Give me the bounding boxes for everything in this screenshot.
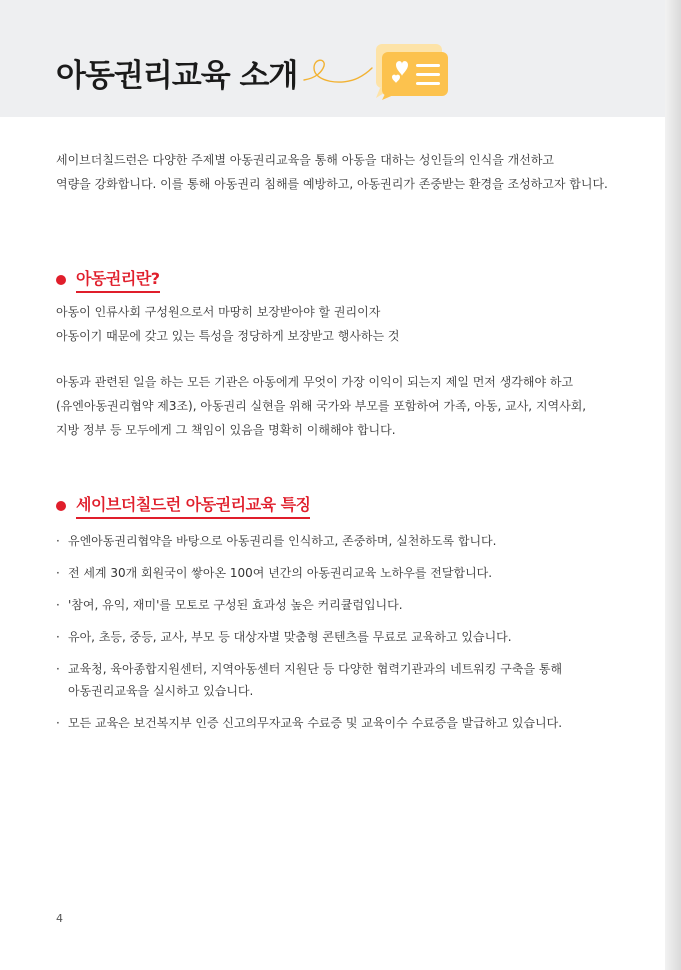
list-item [56,530,656,552]
bullet-mark: · [56,662,60,676]
list-item [56,626,656,648]
list-item-text: 유아, 초등, 중등, 교사, 부모 등 대상자별 맞춤형 콘텐츠를 무료로 교육하고 있습니다. [68,630,512,644]
bullet-mark: · [56,534,60,548]
definition-paragraph [56,300,636,348]
intro-line: 역량을 강화합니다. 이를 통해 아동권리 침해를 예방하고, 아동권리가 존중받는 환경을 조성하고자 합니다. [56,177,608,191]
list-item [56,658,656,702]
responsibility-paragraph [56,370,646,442]
section-title: 아동권리란? [76,266,160,293]
intro-line: 세이브더칠드런은 다양한 주제별 아동권리교육을 통해 아동을 대하는 성인들의 인식을 개선하고 [56,153,555,167]
red-bullet-dot-icon [56,275,66,285]
list-item [56,594,656,616]
page-edge-shadow [665,0,681,970]
page-number: 4 [56,912,63,925]
page-title: 아동권리교육 소개 [56,58,298,94]
definition-line: 아동이기 때문에 갖고 있는 특성을 정당하게 보장받고 행사하는 것 [56,329,400,343]
squiggle-line-icon [302,52,374,92]
feature-list [56,530,656,744]
list-item-text: '참여, 유익, 재미'를 모토로 구성된 효과성 높은 커리큘럼입니다. [68,598,403,612]
list-item-text: 유엔아동권리협약을 바탕으로 아동권리를 인식하고, 존중하며, 실천하도록 합니다. [68,534,497,548]
list-item-text: 모든 교육은 보건복지부 인증 신고의무자교육 수료증 및 교육이수 수료증을 발급하고 있습니다. [68,716,563,730]
list-item-text: 아동권리교육을 실시하고 있습니다. [68,684,254,698]
intro-paragraph [56,148,636,196]
red-bullet-dot-icon [56,501,66,511]
list-item-text: 교육청, 육아종합지원센터, 지역아동센터 지원단 등 다양한 협력기관과의 네트워킹 구축을 통해 [68,662,563,676]
responsibility-line: 아동과 관련된 일을 하는 모든 기관은 아동에게 무엇이 가장 이익이 되는지 제일 먼저 생각해야 하고 [56,375,574,389]
definition-line: 아동이 인류사회 구성원으로서 마땅히 보장받아야 할 권리이자 [56,305,381,319]
bullet-mark: · [56,566,60,580]
responsibility-line: (유엔아동권리협약 제3조), 아동권리 실현을 위해 국가와 부모를 포함하여 가족, 아동, 교사, 지역사회, [56,399,587,413]
heart-chat-bubble-icon [372,40,452,100]
list-item [56,712,656,734]
bullet-mark: · [56,598,60,612]
responsibility-line: 지방 정부 등 모두에게 그 책임이 있음을 명확히 이해해야 합니다. [56,423,396,437]
list-item [56,562,656,584]
section-title: 세이브더칠드런 아동권리교육 특징 [76,492,310,519]
bullet-mark: · [56,716,60,730]
section-heading-features [56,492,310,519]
bullet-mark: · [56,630,60,644]
list-item-text: 전 세계 30개 회원국이 쌓아온 100여 년간의 아동권리교육 노하우를 전달합니다. [68,566,493,580]
section-heading-child-rights [56,266,160,293]
